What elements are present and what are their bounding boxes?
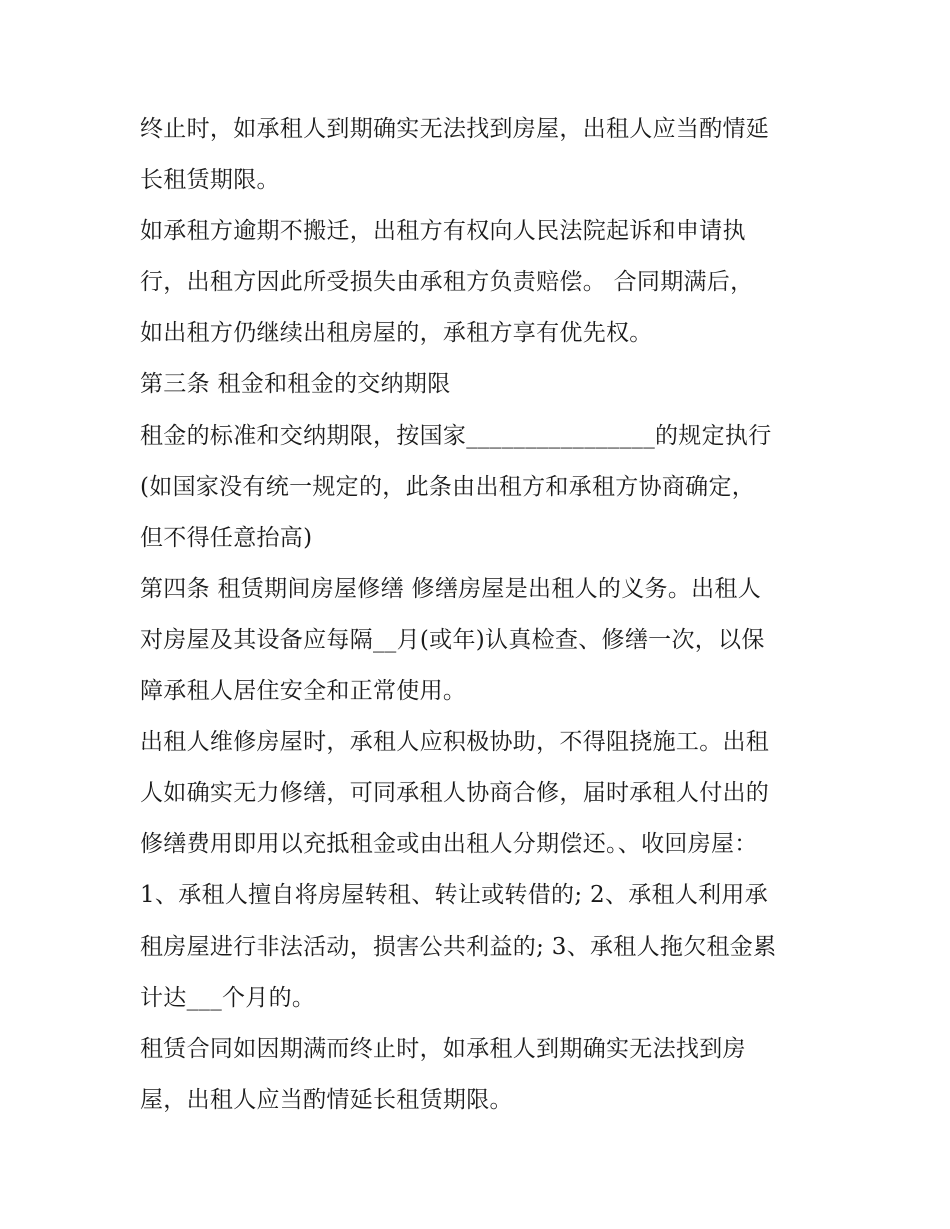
section-heading-article-3: 第三条 租金和租金的交纳期限 [140,371,451,398]
section-heading-article-4: 第四条 租赁期间房屋修缮 修缮房屋是出租人的义务。出租人 [140,575,762,602]
text-line: 1、承租人擅自将房屋转租、转让或转借的; 2、承租人利用承 [140,882,769,909]
text-line: 如出租方仍继续出租房屋的，承租方享有优先权。 [140,320,653,347]
text-line: 修缮费用即用以充抵租金或由出租人分期偿还。、收回房屋： [140,831,758,858]
text-line: 终止时，如承租人到期确实无法找到房屋，出租人应当酌情延 [140,116,770,142]
text-line: 长租赁期限。 [140,167,280,194]
text-line: 屋，出租人应当酌情延长租赁期限。 [140,1086,513,1113]
text-line: 租赁合同如因期满而终止时，如承租人到期确实无法找到房 [140,1035,746,1062]
text-line: 租金的标准和交纳期限，按国家________________的规定执行 [140,422,772,449]
text-line: 计达___个月的。 [140,984,316,1011]
text-line: 障承租人居住安全和正常使用。 [140,678,467,705]
text-line: 出租人维修房屋时，承租人应积极协助，不得阻挠施工。出租 [140,729,770,756]
text-line: 租房屋进行非法活动，损害公共利益的; 3、承租人拖欠租金累 [140,933,777,960]
text-line: (如国家没有统一规定的，此条由出租方和承租方协商确定， [140,473,756,500]
document-body [140,104,830,1126]
text-line: 行，出租方因此所受损失由承租方负责赔偿。 合同期满后， [140,269,754,296]
text-line: 人如确实无力修缮，可同承租人协商合修，届时承租人付出的 [140,780,770,807]
text-line: 对房屋及其设备应每隔__月(或年)认真检查、修缮一次，以保 [140,626,765,653]
text-line: 但不得任意抬高) [140,524,313,551]
text-line: 如承租方逾期不搬迁，出租方有权向人民法院起诉和申请执 [140,218,746,245]
